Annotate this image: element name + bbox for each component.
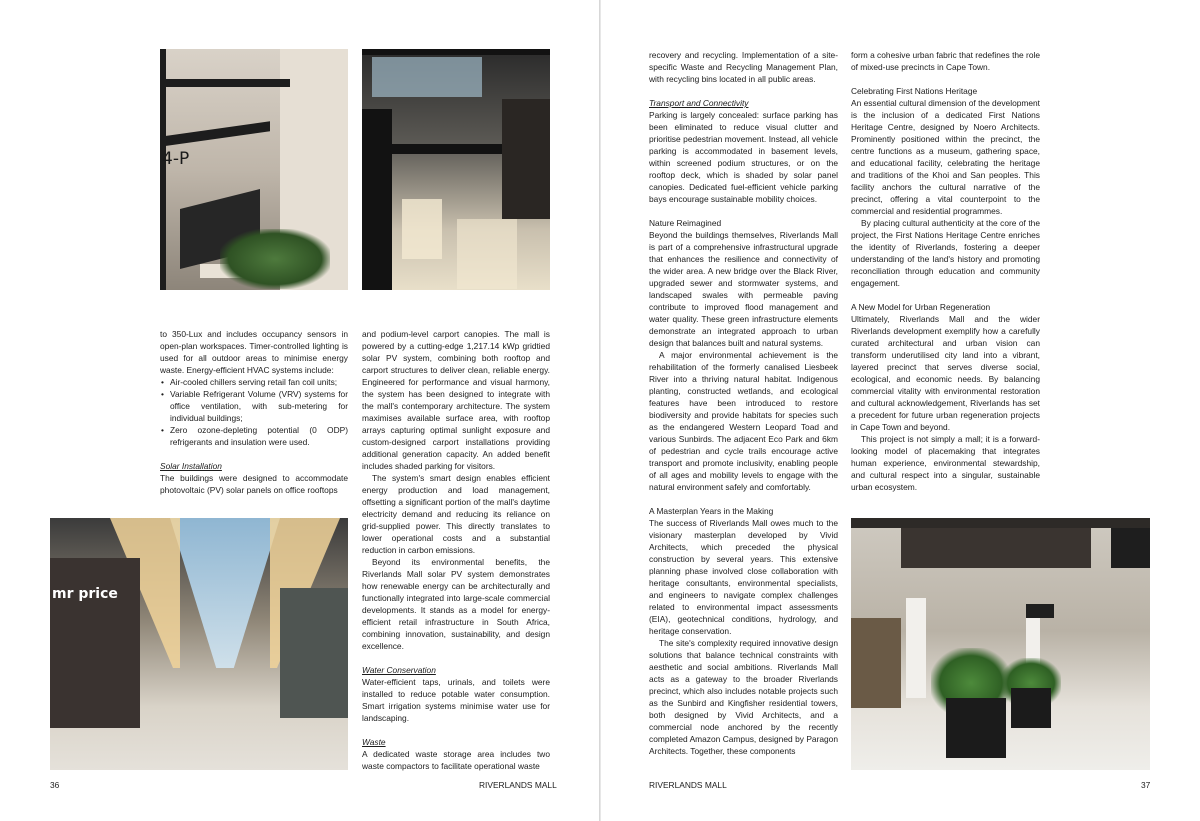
- recycling-paragraph: recovery and recycling. Implementation of a site-specific Waste and Recycling Management Plan, with recycling bins located in all public areas.: [649, 50, 838, 84]
- transport-paragraph: Parking is largely concealed: surface parking has been eliminated to reduce visual clutter and prioritise pedestrian movement. Instead, all vehicle parking is accommodated in basement levels, within screened podium structures, or on the rooftop deck, which is shaded by solar panel canopies. Dedicated fuel-efficient vehicle parking bays encourage sustainable mobility choices.: [649, 110, 838, 204]
- regeneration-paragraph-1: Ultimately, Riverlands Mall and the wider Riverlands development exemplify how a carefully curated architectural and urban vision can transform underutilised city land into a vibrant, layered precinct that serves diverse social, ecological, and economic needs. By balancing commercial vitality with environmental restoration and cultural acknowledgement, Riverlands has set a precedent for future urban regeneration projects in Cape Town and beyond.: [851, 314, 1040, 432]
- transport-heading: Transport and Connectivity: [649, 98, 749, 108]
- benefits-paragraph: Beyond its environmental benefits, the Riverlands Mall solar PV system demonstrates how renewable energy can be architecturally and functionally integrated into large-scale commercial developments. It stands as a model for energy-efficient retail infrastructure in South Africa, combining innovation, sustainability, and design excellence.: [362, 557, 550, 651]
- urban-fabric-paragraph: form a cohesive urban fabric that redefines the role of mixed-use precincts in Cape Town.: [851, 50, 1041, 72]
- left-running-title: RIVERLANDS MALL: [479, 780, 557, 790]
- masterplan-paragraph-1: The success of Riverlands Mall owes much to the visionary masterplan developed by Vivid Architects, which preceded the physical construction by several years. This extensive planning phase involved close collaboration with heritage consultants, environmental specialists, and engineers to navigate complex challenges related to environmental impact assessments (EIA), geotechnical conditions, hydrology, and heritage conservation.: [649, 518, 838, 636]
- right-page-number: 37: [1141, 780, 1151, 790]
- masterplan-heading: A Masterplan Years in the Making: [649, 506, 774, 516]
- waste-paragraph: A dedicated waste storage area includes two waste compactors to facilitate operational waste: [362, 749, 550, 771]
- smart-design-paragraph: The system's smart design enables efficient energy production and load management, offsetting a significant portion of the mall's daytime electricity demand and reducing its reliance on grid-supplied power. This directly translates to lower operational costs and a substantial reduction in carbon emissions.: [362, 473, 550, 555]
- list-item: • Zero ozone-depleting potential (0 ODP) refrigerants and insulation were used.: [160, 424, 348, 448]
- waste-heading: Waste: [362, 737, 386, 747]
- regeneration-heading: A New Model for Urban Regeneration: [851, 302, 991, 312]
- left-page-number: 36: [50, 780, 60, 790]
- solar-paragraph: The buildings were designed to accommodate photovoltaic (PV) solar panels on office rooftops: [160, 473, 348, 495]
- regeneration-paragraph-2: This project is not simply a mall; it is a forward-looking model of placemaking that integrates human experience, environmental stewardship, and cultural respect into a singular, sustainable urban ecosystem.: [851, 434, 1040, 492]
- list-item: • Variable Refrigerant Volume (VRV) systems for office ventilation, with sub-metering for individual buildings;: [160, 388, 348, 424]
- hvac-list: [160, 376, 348, 448]
- nature-paragraph-2: A major environmental achievement is the rehabilitation of the formerly canalised Liesbeek River into a thriving natural habitat. Indigenous planting, constructed wetlands, and ecological features have been introduced to restore biodiversity and provide habitats for species such as the endangered Western Leopard Toad and various Sunbirds. The adjacent Eco Park and 6km of pedestrian and cycle trails encourage active transport and promote inclusivity, enabling people of all ages and mobility levels to engage with the natural environment safely and comfortably.: [649, 350, 838, 492]
- heritage-paragraph-1: An essential cultural dimension of the development is the inclusion of a dedicated First Nations Heritage Centre, designed by Noero Architects. Prominently positioned within the precinct, the centre functions as a museum, gathering space, and educational facility, celebrating the heritage and traditions of the Khoi and San peoples. This facility anchors the cultural narrative of the precinct, offering a vital counterpoint to the commercial and residential programmes.: [851, 98, 1041, 216]
- mall-corridor-photo: [50, 518, 348, 770]
- water-paragraph: Water-efficient taps, urinals, and toilets were installed to reduce potable water consumption. Smart irrigation systems minimise water use for landscaping.: [362, 677, 550, 723]
- solar-system-paragraph: and podium-level carport canopies. The mall is powered by a cutting-edge 1,217.14 kWp gridtied solar PV system, combining both rooftop and carport structures to deliver clean, reliable energy. Engineered for performance and visual harmony, the system has been designed to integrate with the mall's contemporary architecture. The system maximises available surface area, with rooftop arrays capturing optimal sunlight exposure and custom-designed carport installations providing additional generation capacity. An added benefit includes shaded parking for visitors.: [362, 329, 550, 471]
- solar-heading: Solar Installation: [160, 461, 222, 471]
- atrium-photo: [362, 49, 550, 290]
- list-item: • Air-cooled chillers serving retail fan coil units;: [160, 376, 348, 388]
- heritage-paragraph-2: By placing cultural authenticity at the core of the project, the First Nations Heritage Centre enriches the identity of Riverlands, fostering a deeper understanding of the land's history and promoting reconciliation through education and community engagement.: [851, 218, 1040, 288]
- left-page: [0, 0, 599, 821]
- masterplan-paragraph-2: The site's complexity required innovative design solutions that balance technical constraints with aesthetic and social ambitions. Riverlands Mall acts as a gateway to the broader Riverlands precinct, which also includes notable projects such as the Sunbird and Kingfisher residential towers, both designed by Vivid Architects, and a commercial node anchored by the recently completed Amazon Campus, designed by Paragon Architects. Together, these components: [649, 638, 838, 756]
- left-text-column-2: [362, 328, 550, 772]
- nature-heading: Nature Reimagined: [649, 218, 722, 228]
- right-page: [601, 0, 1200, 821]
- mall-hall-photo: [851, 518, 1150, 770]
- level-sign-text: 4-P: [162, 149, 190, 169]
- staircase-photo: [160, 49, 348, 290]
- store-sign-text: mr price: [52, 586, 118, 602]
- water-heading: Water Conservation: [362, 665, 436, 675]
- right-text-column-2: [851, 49, 1040, 493]
- heritage-heading: Celebrating First Nations Heritage: [851, 86, 978, 96]
- lighting-paragraph: to 350-Lux and includes occupancy sensors in open-plan workspaces. Timer-controlled lighting is used for all outdoor areas to minimise energy waste. Energy-efficient HVAC systems include:: [160, 329, 348, 375]
- right-text-column-1: [649, 49, 838, 757]
- nature-paragraph-1: Beyond the buildings themselves, Riverlands Mall is part of a comprehensive infrastructural upgrade that enhances the resilience and connectivity of the wider area. A new bridge over the Black River, upgraded sewer and stormwater systems, and landscaped swales with permeable paving contribute to improved flood management and water quality. These green infrastructure elements demonstrate an integrated approach to urban design that balances built and natural systems.: [649, 230, 838, 348]
- left-text-column-1: [160, 328, 348, 496]
- right-running-title: RIVERLANDS MALL: [649, 780, 727, 790]
